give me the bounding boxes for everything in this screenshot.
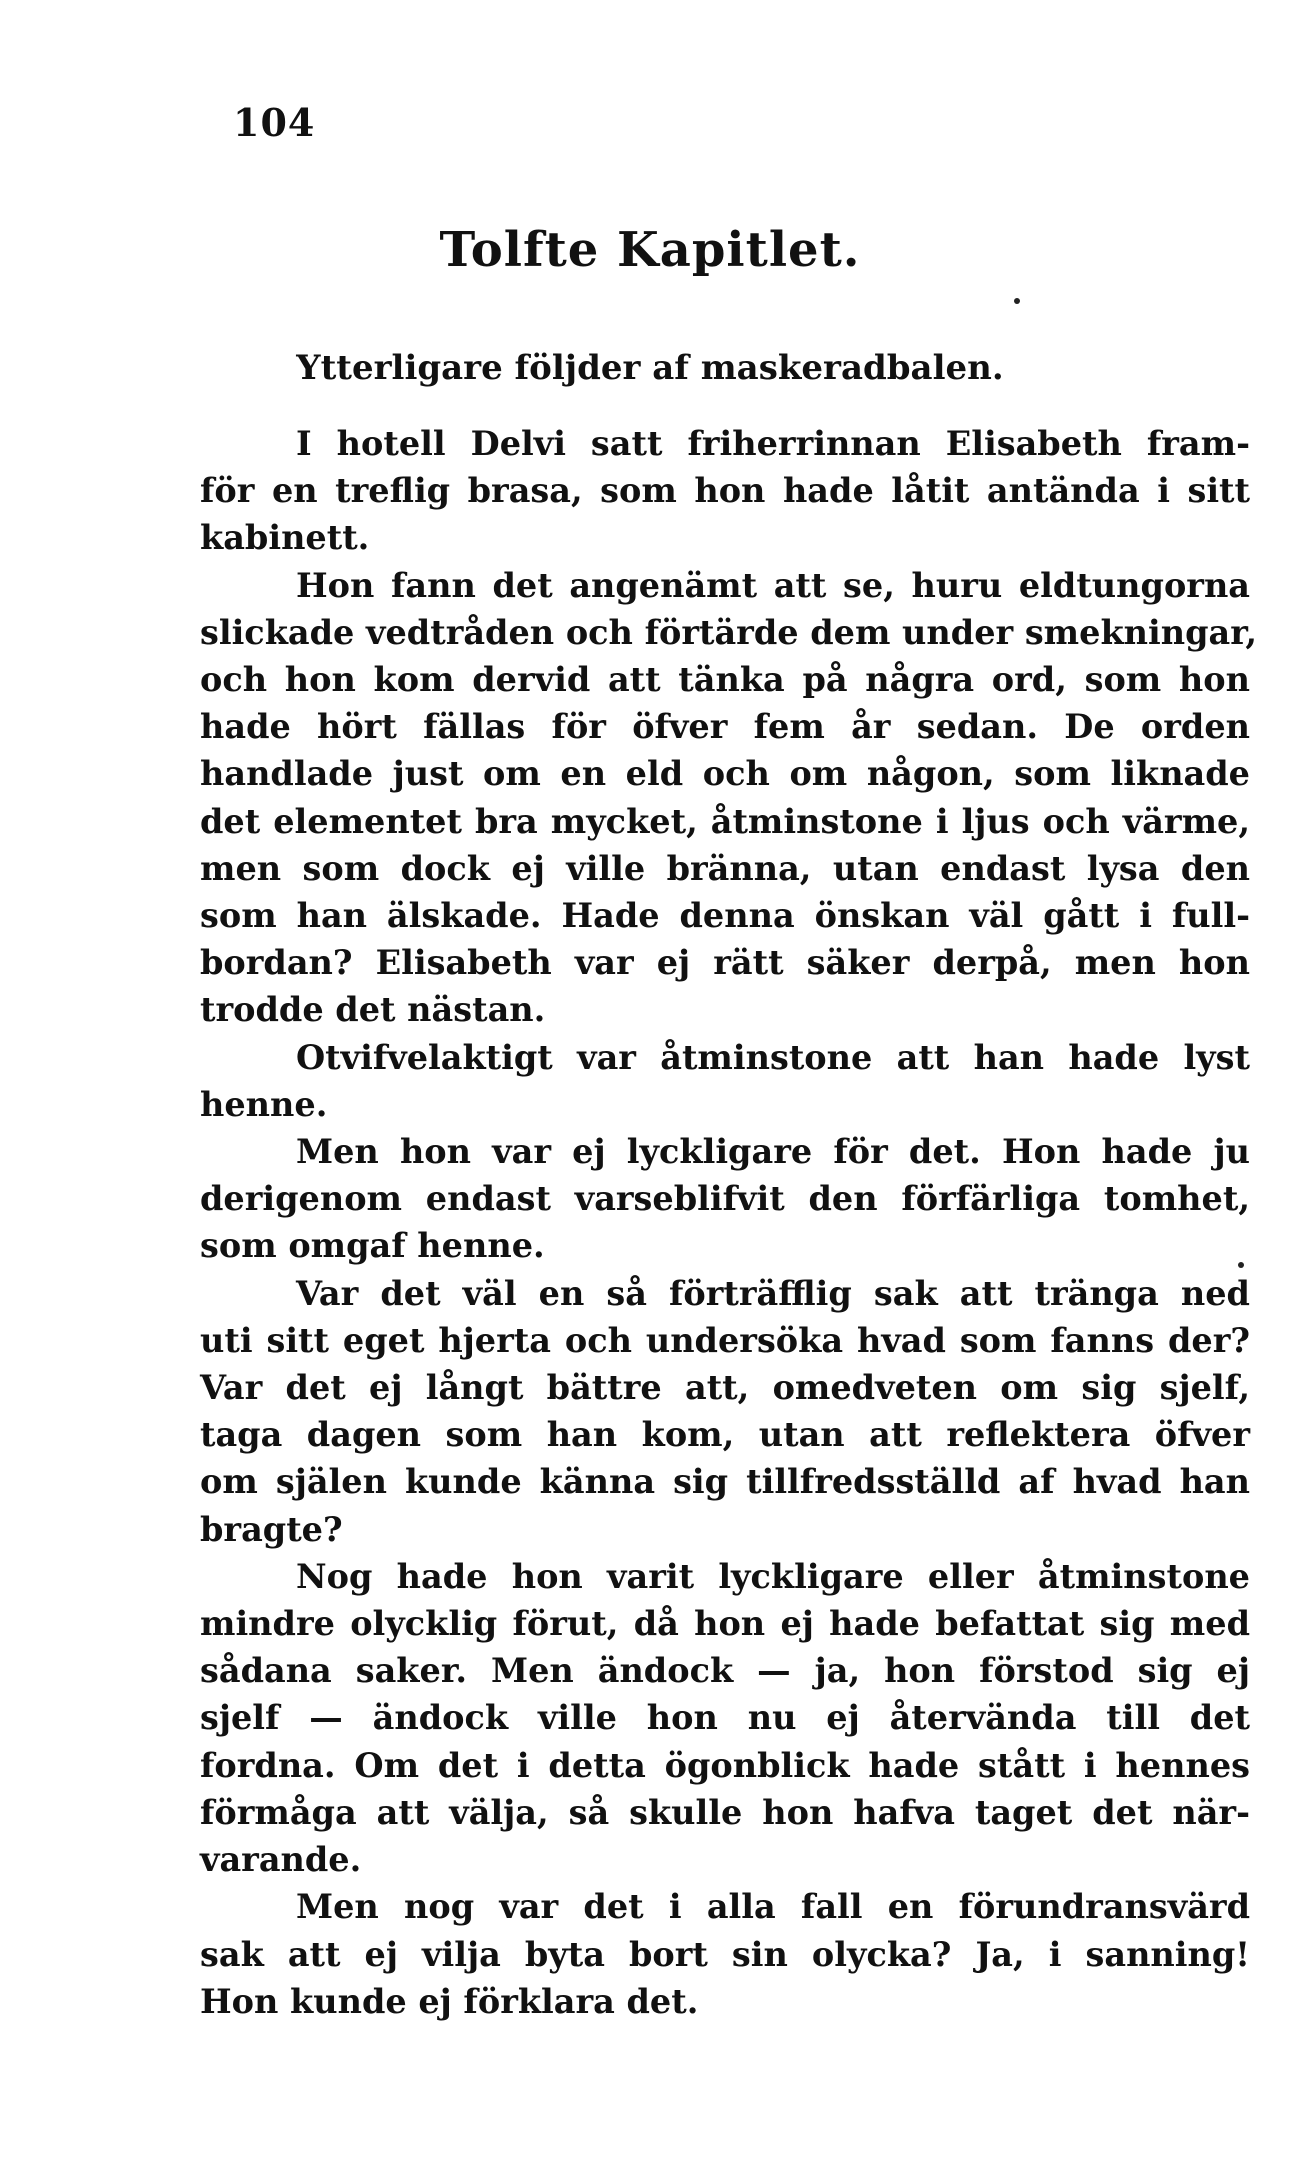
text-line: slickade vedtråden och förtärde dem under smekningar, bbox=[200, 612, 1258, 652]
text-line: men som dock ej ville bränna, utan endast lysa den bbox=[200, 848, 1250, 888]
print-speck bbox=[1238, 1262, 1244, 1268]
text-line: sak att ej vilja byta bort sin olycka? Ja, i sanning! bbox=[200, 1934, 1250, 1974]
text-line: det elementet bra mycket, åtminstone i ljus och värme, bbox=[200, 801, 1250, 841]
text-line: I hotell Delvi satt friherrinnan Elisabeth fram- bbox=[296, 424, 1250, 463]
text-line: för en treflig brasa, som hon hade låtit antända i sitt bbox=[200, 471, 1250, 511]
text-line: kabinett. bbox=[200, 518, 370, 558]
text-line: uti sitt eget hjerta och undersöka hvad som fanns der? bbox=[200, 1320, 1250, 1360]
text-line: sjelf — ändock ville hon nu ej återvända till det bbox=[200, 1698, 1250, 1738]
text-line: Nog hade hon varit lyckligare eller åtminstone bbox=[296, 1556, 1250, 1596]
text-line: och hon kom dervid att tänka på några ord, som hon bbox=[200, 660, 1250, 700]
text-line: taga dagen som han kom, utan att reflektera öfver bbox=[200, 1415, 1250, 1455]
page-number: 104 bbox=[233, 100, 316, 145]
text-line: Var det väl en så förträfflig sak att tränga ned bbox=[296, 1273, 1250, 1313]
text-line: bragte? bbox=[200, 1509, 343, 1549]
text-line: varande. bbox=[200, 1840, 362, 1880]
text-line: Otvifvelaktigt var åtminstone att han hade lyst bbox=[296, 1037, 1250, 1077]
text-line: som omgaf henne. bbox=[200, 1226, 545, 1266]
body-text bbox=[200, 420, 1258, 2025]
text-line: sådana saker. Men ändock — ja, hon förstod sig ej bbox=[200, 1651, 1250, 1691]
text-line: Hon fann det angenämt att se, huru eldtungorna bbox=[296, 565, 1250, 605]
text-line: bordan? Elisabeth var ej rätt säker derpå, men hon bbox=[200, 943, 1250, 983]
chapter-subtitle: Ytterligare följder af maskeradbalen. bbox=[296, 348, 1004, 388]
chapter-title: Tolfte Kapitlet. bbox=[439, 222, 861, 278]
text-line: handlade just om en eld och om någon, som liknade bbox=[200, 754, 1250, 794]
text-line: Var det ej långt bättre att, omedveten om sig sjelf, bbox=[200, 1368, 1250, 1408]
text-line: Hon kunde ej förklara det. bbox=[200, 1981, 699, 2021]
text-line: fordna. Om det i detta ögonblick hade stått i hennes bbox=[200, 1745, 1250, 1785]
text-line: trodde det nästan. bbox=[200, 990, 546, 1030]
text-line: hade hört fällas för öfver fem år sedan. De orden bbox=[200, 707, 1250, 747]
text-line: Men nog var det i alla fall en förundransvärd bbox=[296, 1887, 1250, 1927]
text-line: om själen kunde känna sig tillfredsställd af hvad han bbox=[200, 1462, 1250, 1502]
text-line: Men hon var ej lyckligare för det. Hon hade ju bbox=[296, 1132, 1250, 1172]
text-line: henne. bbox=[200, 1084, 328, 1124]
print-speck bbox=[1014, 298, 1020, 304]
text-line: som han älskade. Hade denna önskan väl gått i full- bbox=[200, 896, 1250, 936]
text-line: mindre olycklig förut, då hon ej hade befattat sig med bbox=[200, 1604, 1250, 1644]
text-line: derigenom endast varseblifvit den förfärliga tomhet, bbox=[200, 1179, 1250, 1219]
text-line: förmåga att välja, så skulle hon hafva taget det när- bbox=[200, 1792, 1250, 1832]
